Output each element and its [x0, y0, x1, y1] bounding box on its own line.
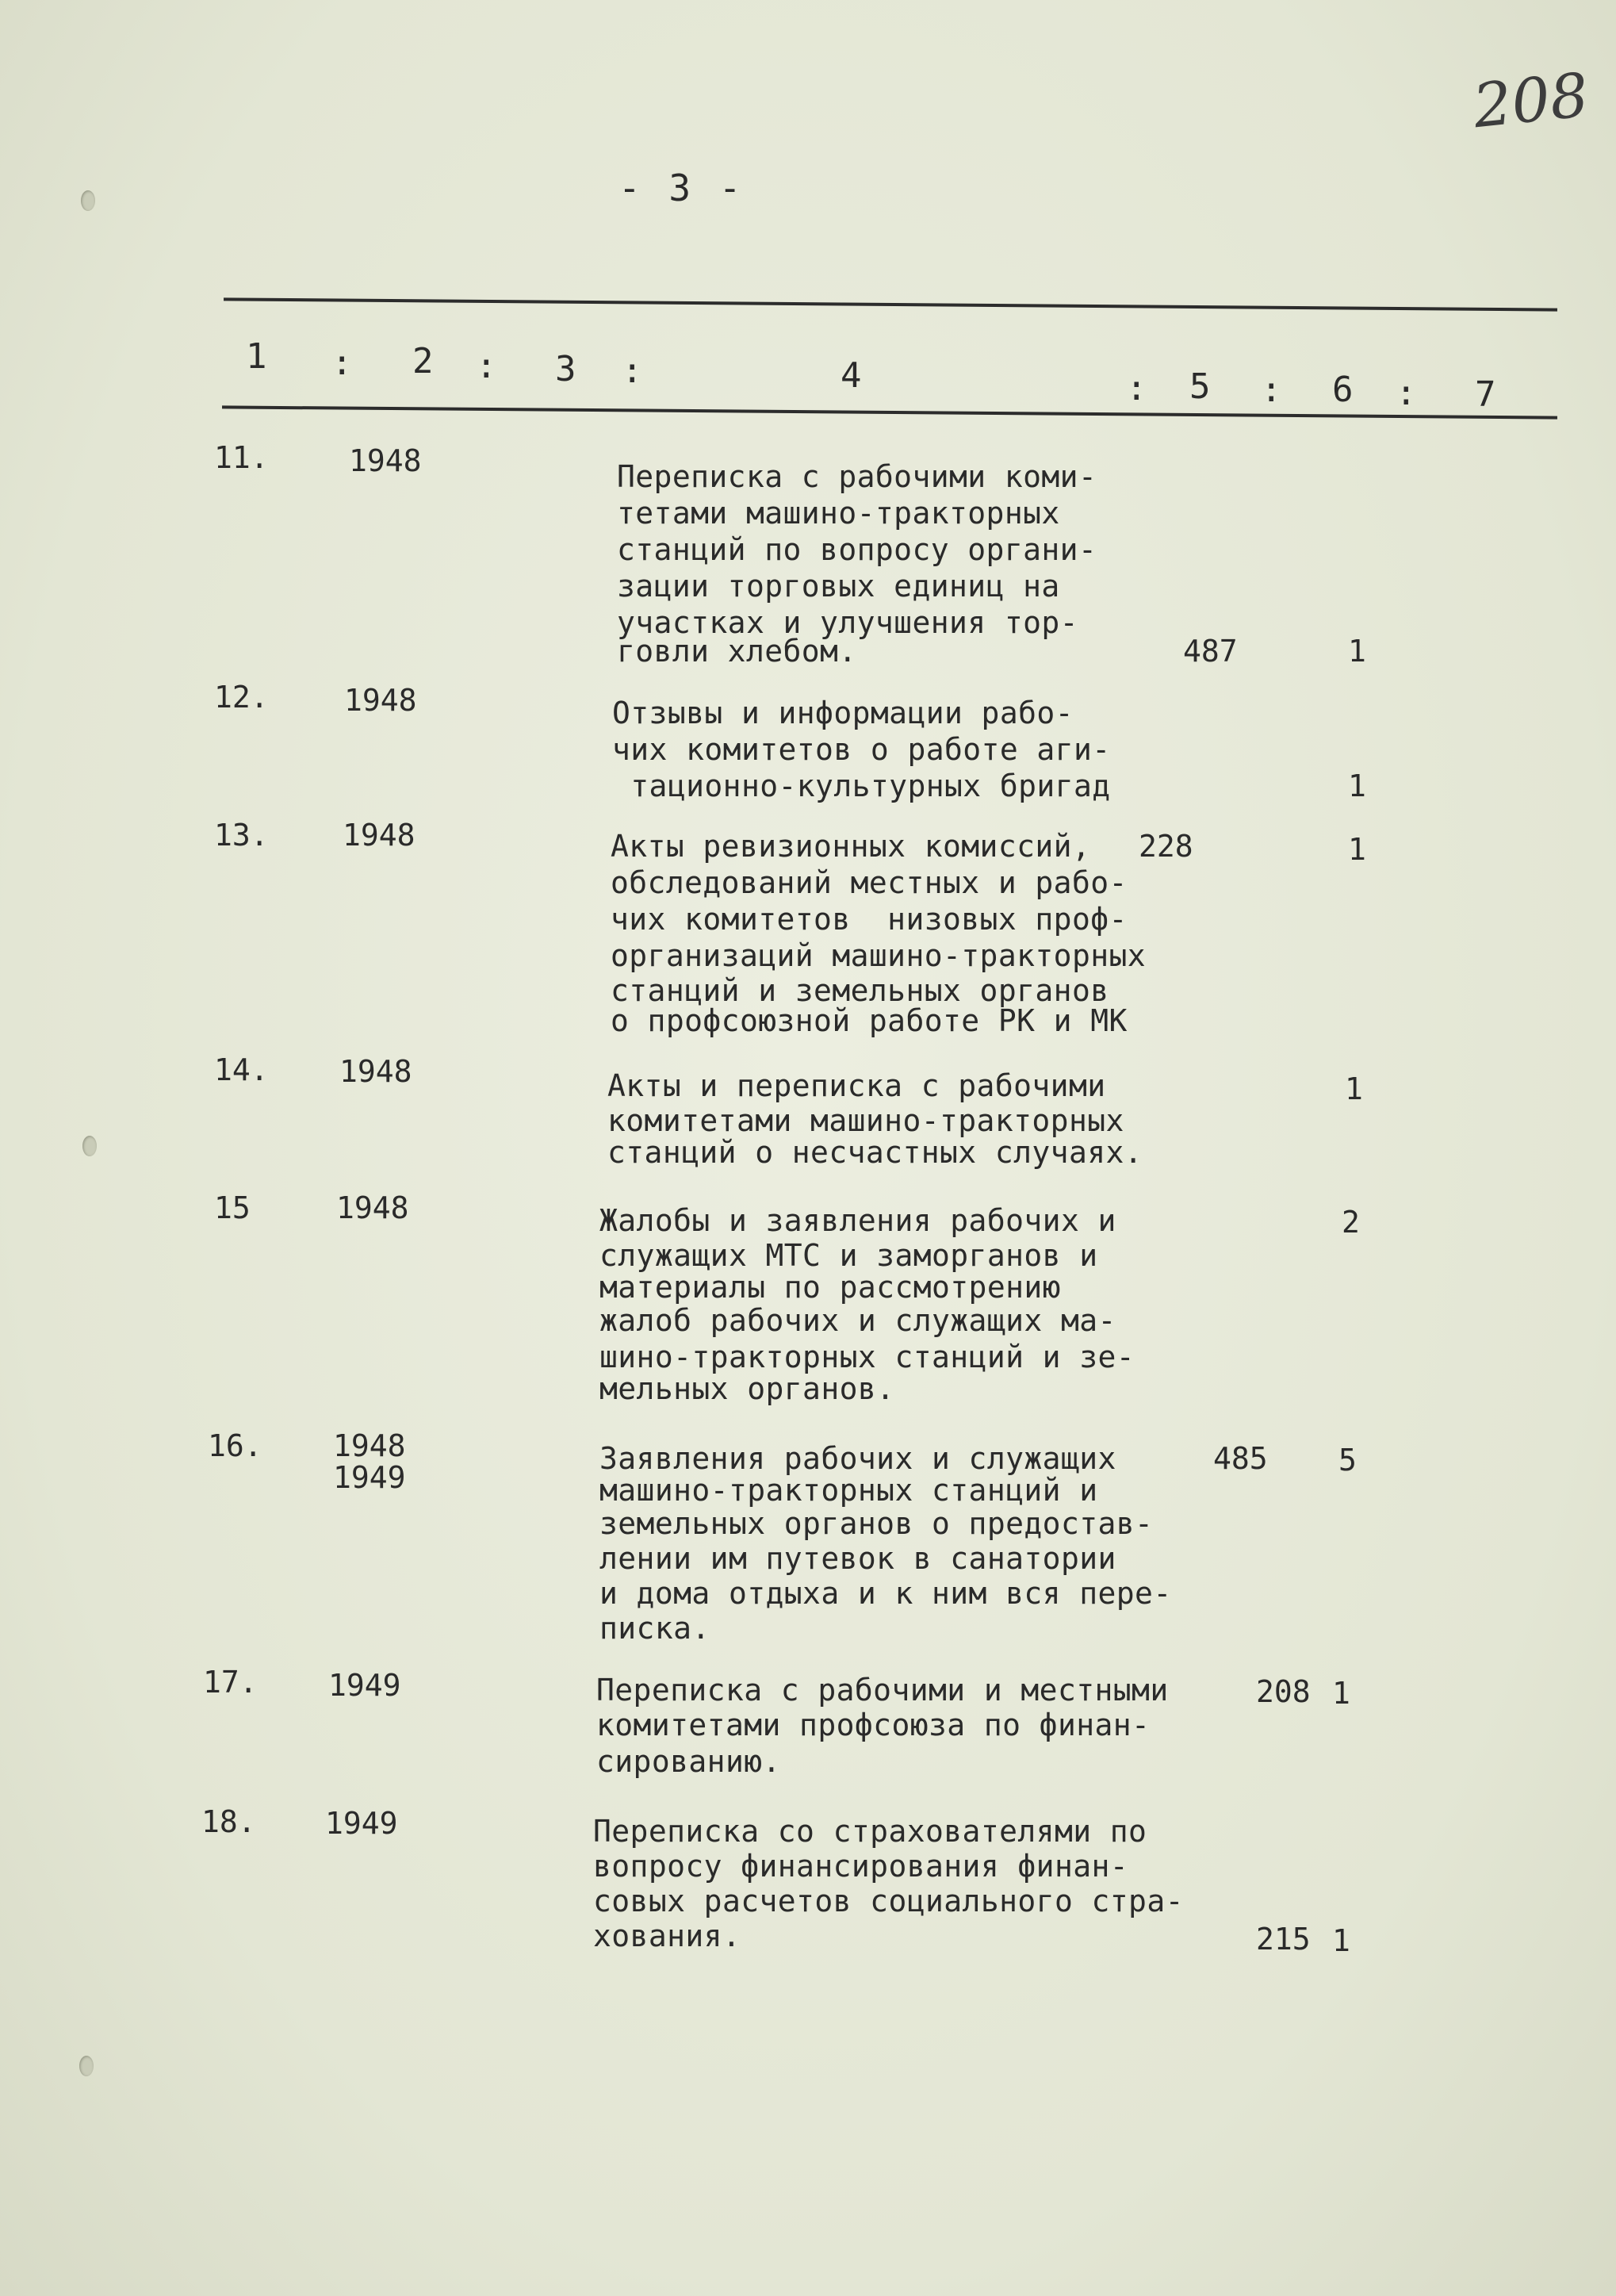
table-header-rule [222, 405, 1557, 419]
punch-hole-top [81, 190, 95, 211]
row-col-5: 485 [1213, 1441, 1268, 1476]
row-col-5: 487 [1183, 634, 1238, 669]
row-number: 17. [203, 1665, 258, 1700]
row-number: 11. [214, 440, 269, 475]
row-number: 15 [214, 1190, 251, 1225]
header-col-1: 1 [246, 336, 267, 377]
row-year: 1948 [343, 818, 415, 853]
row-year: 1949 [325, 1806, 398, 1841]
row-year: 1948 [336, 1190, 409, 1225]
row-col-6: 1 [1345, 1071, 1363, 1106]
header-sep-4: : [1126, 368, 1147, 408]
row-year: 1949 [328, 1668, 401, 1703]
header-col-7: 7 [1475, 374, 1496, 415]
row-year-second: 1949 [333, 1460, 406, 1495]
row-number: 14. [214, 1052, 269, 1087]
header-col-5: 5 [1189, 366, 1211, 407]
header-col-6: 6 [1332, 370, 1354, 410]
row-col-6: 1 [1348, 769, 1366, 803]
row-number: 16. [208, 1428, 262, 1463]
row-col-5: 208 [1256, 1674, 1311, 1709]
row-number: 12. [214, 680, 269, 715]
row-year: 1948 [344, 683, 417, 718]
archive-page: 208 - 3 - 1 : 2 : 3 : 4 : 5 : 6 : 7 11. 1948 Переписка с рабочими коми- тетами машино-тракторных станций по вопросу органи- зации торговых единиц на участках и улучшения тор- говли хлебом. 487 1 12. 1948 Отзывы и информации рабо- чих комитетов о работе аги- тационно-культурных бригад 1 13. 1948 Акты ревизионных комиссий, обследований местных и рабо- чих комитетов низовых проф- организаций машино-тракторных станций и земельных органов о профсоюзной работе РК и МК 228 1 14. 1948 Акты и переписка с рабочими комитетами машино-тракторных станций о несчастных случаях. 1 15 1948 Жалобы и заявления рабочих и служащих МТС и заморганов и материалы по рассмотрению жалоб рабочих и служащих ма- шино-тракторных станций и зе- мельных органов. 2 16. 1948 1949 Заявления рабочих и служащих машино-тракторных станций и земельных органов о предостав- лении им путевок в санатории и дома отдыха и к ним вся пере- писка. 485 5 17. 1949 Переписка с рабочими и местными комитетами профсоюза по финан- сированию. 208 1 18. 1949 Переписка со страхователями по вопросу финансирования финан- совых расчетов социального стра- хования. 215 1 [0, 0, 1616, 2296]
row-col-6: 1 [1348, 832, 1366, 867]
row-col-5: 228 [1139, 829, 1193, 864]
punch-hole-middle [82, 1136, 97, 1156]
folio-number: 208 [1469, 59, 1592, 142]
header-sep-2: : [476, 346, 497, 386]
row-col-6: 1 [1348, 634, 1366, 669]
header-sep-6: : [1396, 373, 1417, 413]
table-top-rule [224, 297, 1557, 311]
row-col-6: 1 [1332, 1676, 1350, 1711]
header-col-2: 2 [412, 341, 434, 381]
header-col-4: 4 [841, 355, 862, 396]
row-number: 18. [201, 1804, 256, 1839]
row-year: 1948 [349, 443, 422, 478]
row-year: 1948 [333, 1428, 406, 1463]
row-col-6: 1 [1332, 1923, 1350, 1958]
header-sep-5: : [1261, 370, 1282, 410]
header-col-3: 3 [555, 349, 576, 389]
header-sep-3: : [622, 351, 643, 391]
row-year: 1948 [339, 1054, 412, 1089]
row-col-6: 5 [1338, 1443, 1357, 1478]
header-sep-1: : [331, 343, 353, 383]
row-number: 13. [214, 818, 269, 853]
row-col-6: 2 [1342, 1205, 1360, 1240]
punch-hole-bottom [79, 2056, 94, 2076]
page-number: - 3 - [618, 167, 745, 209]
row-col-5: 215 [1256, 1922, 1311, 1957]
